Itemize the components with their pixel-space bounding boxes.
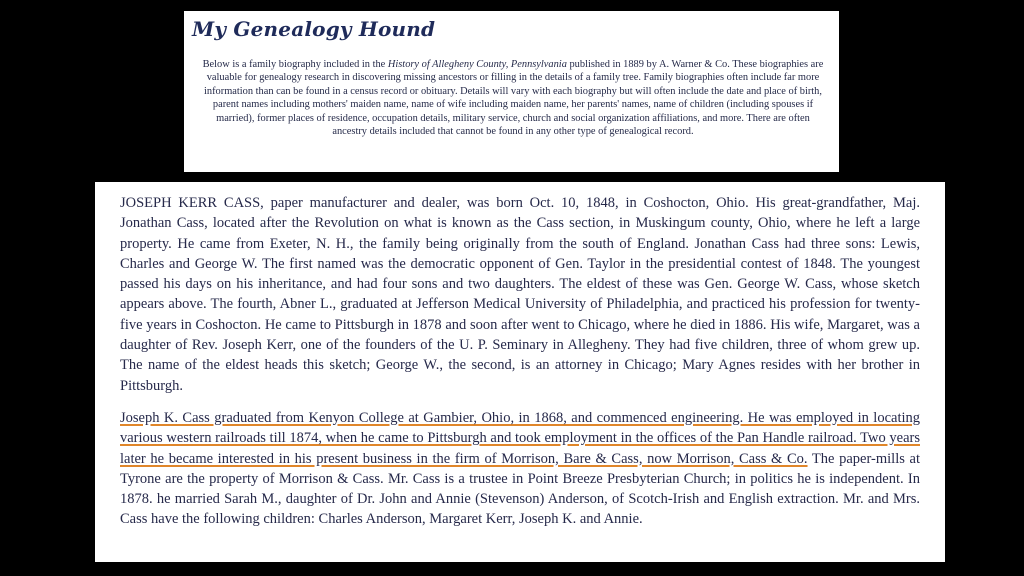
biography-paragraph-1: JOSEPH KERR CASS, paper manufacturer and dealer, was born Oct. 10, 1848, in Coshocton, Ohio. His great-grandfather, Maj. Jonathan Cass, located after the Revolution on what is known as the Cass section, in Muskingum county, Ohio, where he left a large property. He came from Exeter, N. H., the family being originally from the south of England. Jonathan Cass had three sons: Lewis, Charles and George W. The first named was the democratic opponent of Gen. Taylor in the presidential contest of 1848. The youngest passed his days on his inheritance, and had four sons and two daughters. The eldest of these was Gen. George W. Cass, whose sketch appears above. The fourth, Abner L., graduated at Jefferson Medical University of Philadelphia, and practiced his profession for twenty-five years in Coshocton. He came to Pittsburgh in 1878 and soon after went to Chicago, where he died in 1886. His wife, Margaret, was a daughter of Rev. Joseph Kerr, one of the founders of the U. P. Seminary in Allegheny. They had five children, three of whom grew up. The name of the eldest heads this sketch; George W., the second, is an attorney in Chicago; Mary Agnes resides with her brother in Pittsburgh. xyxy=(120,195,920,394)
highlighted-text: Joseph K. Cass graduated from Kenyon College at Gambier, Ohio, in 1868, and commenced engineering. He was employed in locating various western railroads till 1874, when he came to Pittsburgh and took employment in the offices of the Pan Handle railroad. Two years later he became interested in his present business in the firm of Morrison, Bare & Cass, now Morrison, Cass & Co. xyxy=(120,410,920,467)
intro-before: Below is a family biography included in the xyxy=(202,59,388,70)
biography-paragraph-2 xyxy=(120,408,920,530)
intro-text xyxy=(198,58,828,138)
paragraph-2-rest: The paper-mills at Tyrone are the property of Morrison & Cass. Mr. Cass is a trustee in Point Breeze Presbyterian Church; in politics he is independent. In 1878. he married Sarah M., daughter of Dr. John and Annie (Stevenson) Anderson, of Scotch-Irish and English extraction. Mr. and Mrs. Cass have the following children: Charles Anderson, Margaret Kerr, Joseph K. and Annie. xyxy=(120,450,920,528)
intro-book-title: History of Allegheny County, Pennsylvania xyxy=(387,59,567,70)
biography-panel xyxy=(95,182,945,562)
header-panel xyxy=(184,11,839,172)
intro-after: published in 1889 by A. Warner & Co. These biographies are valuable for genealogy research in discovering missing ancestors or filling in the details of a family tree. Family biographies often include far more information than can be found in a census record or obituary. Details will vary with each biography but will often include the date and place of birth, parent names including mothers' maiden name, name of wife including maiden name, her parents' names, name of children (including spouses if married), former places of residence, occupation details, military service, church and social organization affiliations, and more. There are often ancestry details included that cannot be found in any other type of genealogical record. xyxy=(204,59,824,138)
site-title: My Genealogy Hound xyxy=(192,17,436,41)
